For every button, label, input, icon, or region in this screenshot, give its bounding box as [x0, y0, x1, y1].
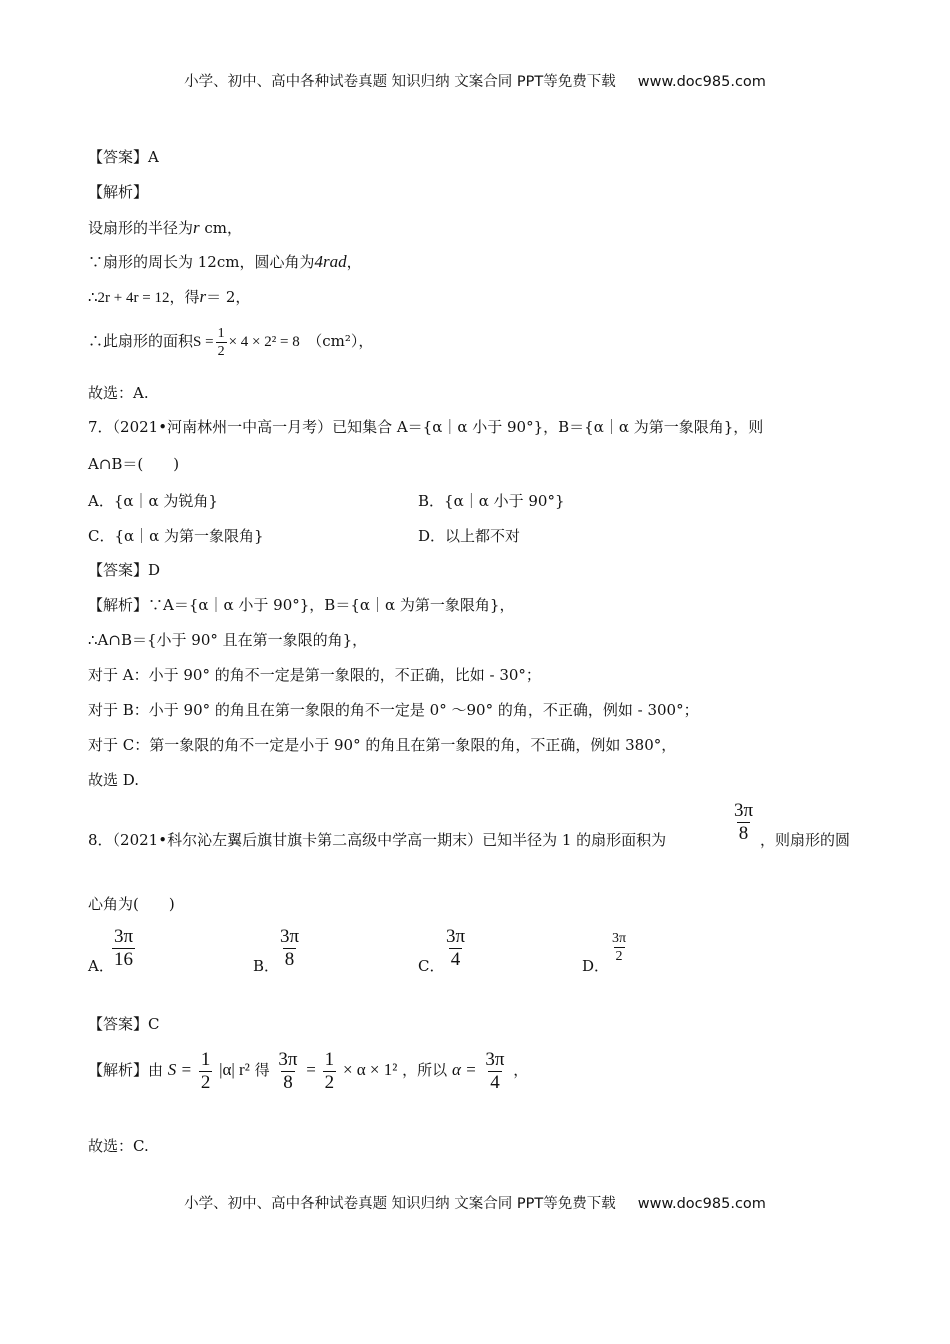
q6-answer: 【答案】A: [88, 148, 159, 166]
q8-an-half1: [199, 1049, 213, 1094]
q8-analysis: [88, 1046, 528, 1094]
q6-line1: [88, 218, 242, 238]
q8-an-a: 【解析】由: [88, 1061, 164, 1079]
q6-l4-unit: （cm²），: [314, 332, 374, 350]
q8-option-d-den: 2: [615, 949, 623, 964]
q7-analysis-1: 【解析】∵A＝{α｜α 小于 90°}，B＝{α｜α 为第一象限角}，: [88, 596, 515, 614]
q8-an-eq: =: [306, 1060, 316, 1079]
q8-stem2: 心角为( ): [88, 895, 175, 913]
q8-an-tail: × α × 1²: [342, 1060, 398, 1079]
q7-option-b: B．{α｜α 小于 90°}: [418, 492, 565, 510]
q8-option-a-label: A．: [88, 957, 114, 975]
q8-an-h3: 1: [324, 1048, 335, 1070]
q8-option-b-num: 3π: [280, 926, 300, 947]
q6-l4-den: 2: [217, 343, 225, 359]
q6-l3-r: r: [199, 287, 207, 306]
q8-an-f2d: 4: [490, 1071, 500, 1093]
q8-option-a-fraction: [110, 926, 137, 971]
q8-an-frac2: [483, 1049, 506, 1094]
q7-stem2: A∩B＝( ): [88, 455, 180, 473]
q7-analysis-3: 对于 A：小于 90° 的角不一定是第一象限的，不正确，比如 - 30°；: [88, 666, 541, 684]
q8-answer: 【答案】C: [88, 1015, 160, 1033]
q6-l2c: ，: [346, 253, 362, 271]
q8-an-half2: [323, 1049, 337, 1094]
header-text: 小学、初中、高中各种试卷真题 知识归纳 文案合同 PPT等免费下载: [184, 74, 616, 90]
q8-an-f2n: 3π: [485, 1048, 505, 1070]
q8-stem-fraction: [730, 800, 757, 845]
q8-final: 故选：C.: [88, 1137, 149, 1155]
q7-option-c: C．{α｜α 为第一象限角}: [88, 527, 264, 545]
q6-l2a: ∵扇形的周长为 12cm，圆心角为: [88, 253, 315, 271]
q7-analysis-5: 对于 C：第一象限的角不一定是小于 90° 的角且在第一象限的角，不正确，例如 380°，: [88, 736, 677, 754]
q8-option-a-num: 3π: [114, 926, 134, 947]
q6-l4-S: S =: [193, 334, 214, 350]
q8-option-b-den: 8: [284, 949, 295, 970]
q6-line3: [88, 287, 250, 308]
q6-l4a: ∴此扇形的面积: [88, 332, 194, 350]
q6-l2-rad: 4rad: [314, 252, 347, 271]
q8-an-so: ，所以: [402, 1061, 448, 1079]
q6-l1a: 设扇形的半径为: [88, 219, 194, 237]
q7-analysis-2: ∴A∩B＝{小于 90° 且在第一象限的角}，: [88, 631, 368, 649]
q7-option-a: A．{α｜α 为锐角}: [88, 492, 218, 510]
q8-option-b-fraction: [276, 926, 303, 971]
q6-final: 故选：A.: [88, 384, 149, 402]
q8-option-d-label: D．: [582, 957, 610, 975]
q8-an-abs: |α| r²: [219, 1060, 250, 1079]
footer-text: 小学、初中、高中各种试卷真题 知识归纳 文案合同 PPT等免费下载: [184, 1196, 616, 1212]
q6-analysis-title: 【解析】: [88, 183, 149, 201]
q8-stem-den: 8: [738, 823, 749, 844]
q6-l3c: ＝ 2，: [206, 288, 251, 306]
q8-stem-num: 3π: [734, 800, 754, 821]
q8-an-h4: 2: [324, 1071, 335, 1093]
q6-l3-eq: 2r + 4r = 12: [97, 290, 170, 306]
q7-final: 故选 D.: [88, 771, 140, 789]
q8-option-c-fraction: [442, 926, 469, 971]
q8-an-f1d: 8: [283, 1071, 293, 1093]
q8-option-d-fraction: [608, 930, 630, 965]
q7-option-d: D．以上都不对: [418, 527, 521, 545]
q6-line4: [88, 321, 373, 362]
q8-an-h2: 2: [200, 1071, 211, 1093]
q6-l1b: cm，: [199, 219, 243, 237]
q8-an-end: ，: [513, 1061, 529, 1079]
q6-l3b: ，得: [169, 288, 200, 306]
q6-l4-num: 1: [217, 325, 225, 341]
q8-option-a-den: 16: [114, 949, 134, 970]
q6-l4-rest: × 4 × 2² = 8: [228, 334, 300, 350]
q8-option-c-num: 3π: [446, 926, 466, 947]
q7-stem1: 7．（2021•河南林州一中高一月考）已知集合 A＝{α｜α 小于 90°}，B＝{α｜α 为第一象限角}，则: [88, 418, 764, 436]
page-footer: [0, 1192, 950, 1213]
q8-an-alpha: α =: [451, 1060, 477, 1079]
q6-line2: [88, 252, 362, 272]
q8-an-h1: 1: [200, 1048, 211, 1070]
q8-option-b-label: B．: [253, 957, 280, 975]
q8-option-c-den: 4: [450, 949, 461, 970]
q8-an-f1n: 3π: [278, 1048, 298, 1070]
page-header: [0, 70, 950, 91]
q8-option-c-label: C．: [418, 957, 445, 975]
q8-stem1-text: 8．（2021•科尔沁左翼后旗甘旗卡第二高级中学高一期末）已知半径为 1 的扇形面积为: [88, 831, 667, 849]
q8-option-d-num: 3π: [612, 931, 627, 946]
footer-url[interactable]: www.doc985.com: [637, 1196, 766, 1212]
q7-analysis-4: 对于 B：小于 90° 的角且在第一象限的角不一定是 0° ～90° 的角，不正确，例如 - 300°；: [88, 701, 699, 719]
q8-stem1-tail: ，则扇形的圆: [760, 831, 851, 849]
q6-l4-fraction: [216, 325, 227, 360]
q8-an-frac1: [276, 1049, 299, 1094]
q7-answer: 【答案】D: [88, 561, 161, 579]
q8-an-de: 得: [254, 1061, 270, 1079]
header-url[interactable]: www.doc985.com: [637, 74, 766, 90]
q6-l3a: ∴: [88, 288, 98, 306]
q6-l1-r: r: [193, 218, 200, 237]
q8-an-S: S =: [167, 1060, 193, 1079]
